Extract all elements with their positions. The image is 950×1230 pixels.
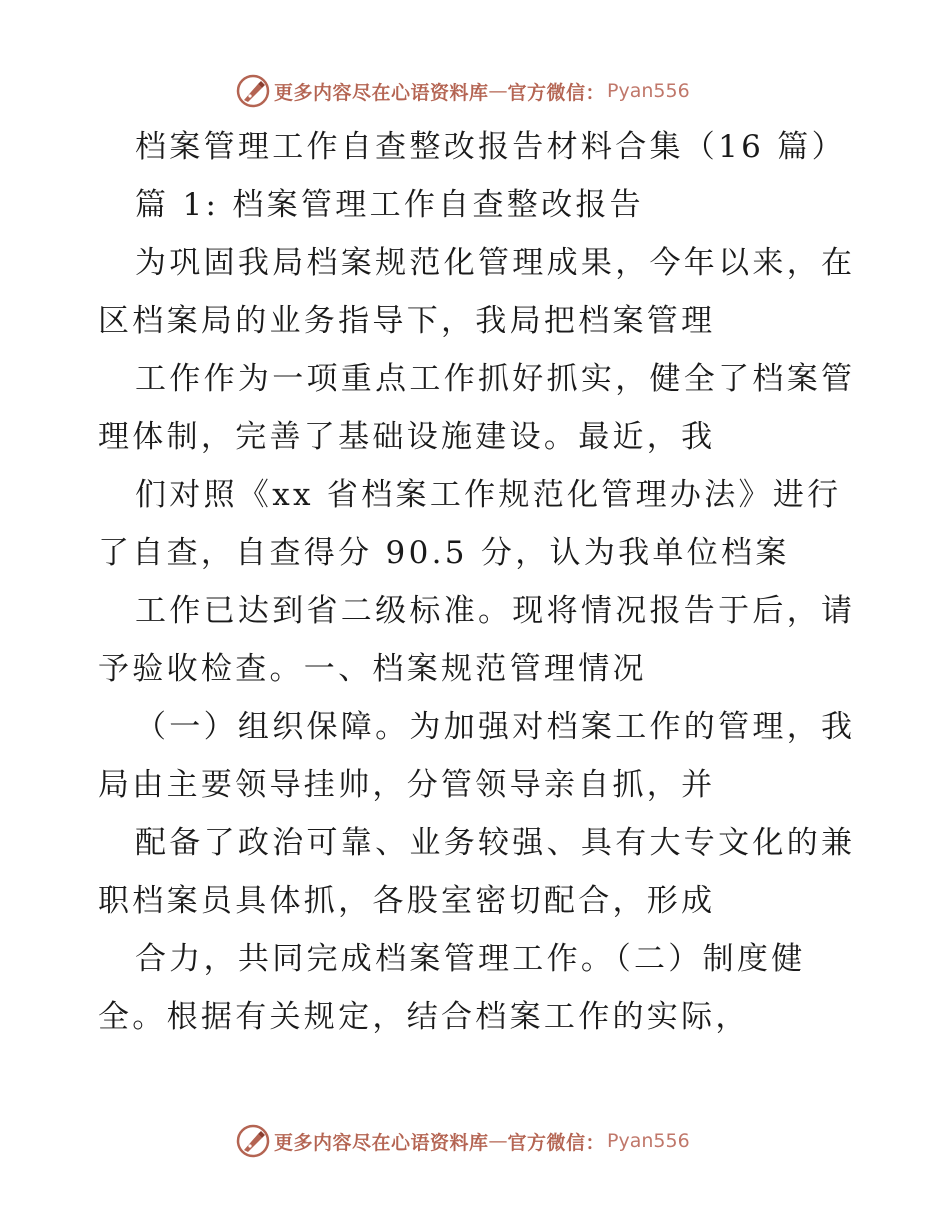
header-banner-content [236, 74, 690, 108]
paragraph-line: 予验收检查。一、档案规范管理情况 [98, 651, 647, 687]
paragraph-line: 工作作为一项重点工作抓好抓实，健全了档案管 [135, 361, 856, 397]
footer-separator: — [488, 1130, 508, 1152]
footer-banner [0, 1120, 950, 1160]
paragraph-line: 全。根据有关规定，结合档案工作的实际， [98, 999, 750, 1035]
document-subtitle: 篇 1: 档案管理工作自查整改报告 [135, 187, 644, 223]
footer-contact-id: Pyan556 [607, 1130, 690, 1152]
pen-nib-logo-icon [236, 74, 270, 108]
header-site-text: 更多内容尽在心语资料库 [274, 81, 489, 104]
paragraph-line: 配备了政治可靠、业务较强、具有大专文化的兼 [135, 825, 856, 861]
footer-site-text: 更多内容尽在心语资料库 [274, 1131, 489, 1154]
footer-banner-content [236, 1124, 690, 1158]
header-contact-id: Pyan556 [607, 80, 690, 102]
paragraph-line: 工作已达到省二级标准。现将情况报告于后，请 [135, 593, 856, 629]
paragraph-line: 了自查，自查得分 90.5 分，认为我单位档案 [98, 535, 790, 571]
paragraph-line: （一）组织保障。为加强对档案工作的管理，我 [135, 709, 856, 745]
paragraph-line: 理体制，完善了基础设施建设。最近，我 [98, 419, 716, 455]
header-contact-label: 官方微信： [507, 81, 606, 104]
header-banner [0, 70, 950, 110]
paragraph-line: 区档案局的业务指导下，我局把档案管理 [98, 303, 716, 339]
paragraph-line: 为巩固我局档案规范化管理成果，今年以来，在 [135, 245, 856, 281]
footer-contact-label: 官方微信： [507, 1131, 606, 1154]
document-title: 档案管理工作自查整改报告材料合集（16 篇） [135, 129, 846, 165]
paragraph-line: 局由主要领导挂帅，分管领导亲自抓，并 [98, 767, 716, 803]
header-separator: — [488, 80, 508, 102]
paragraph-line: 们对照《xx 省档案工作规范化管理办法》进行 [135, 477, 842, 513]
paragraph-line: 合力，共同完成档案管理工作。（二）制度健 [135, 941, 806, 977]
paragraph-line: 职档案员具体抓，各股室密切配合，形成 [98, 883, 716, 919]
pen-nib-logo-icon [236, 1124, 270, 1158]
